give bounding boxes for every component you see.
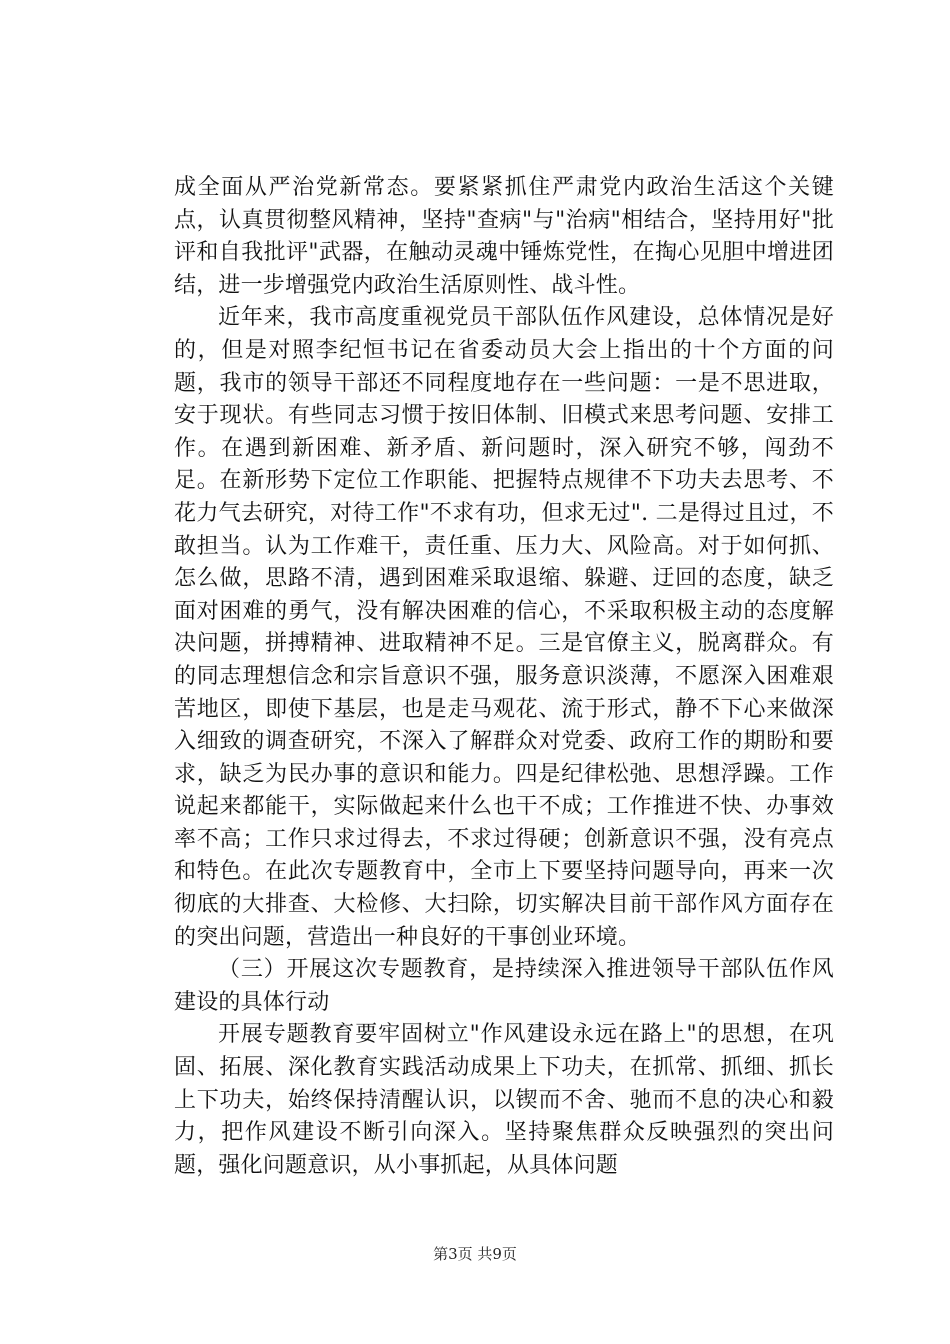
paragraph-continuation: 成全面从严治党新常态。要紧紧抓住严肃党内政治生活这个关键点，认真贯彻整风精神，坚持"查病"与"治病"相结合，坚持用好"批评和自我批评"武器，在触动灵魂中锤炼党性，在掏心见胆中增进团结，进一步增强党内政治生活原则性、战斗性。	[174, 175, 834, 298]
page-footer: 第3页 共9页	[433, 1245, 517, 1263]
document-body	[174, 172, 834, 1182]
section-heading-three: （三）开展这次专题教育，是持续深入推进领导干部队伍作风建设的具体行动	[174, 957, 834, 1015]
paragraph-work-style-problems: 近年来，我市高度重视党员干部队伍作风建设，总体情况是好的，但是对照李纪恒书记在省委动员大会上指出的十个方面的问题，我市的领导干部还不同程度地存在一些问题：一是不思进取，安于现状。有些同志习惯于按旧体制、旧模式来思考问题、安排工作。在遇到新困难、新矛盾、新问题时，深入研究不够，闯劲不足。在新形势下定位工作职能、把握特点规律不下功夫去思考、不花力气去研究，对待工作"不求有功，但求无过". 二是得过且过，不敢担当。认为工作难干，责任重、压力大、风险高。对于如何抓、怎么做，思路不清，遇到困难采取退缩、躲避、迂回的态度，缺乏面对困难的勇气，没有解决困难的信心，不采取积极主动的态度解决问题，拼搏精神、进取精神不足。三是官僚主义，脱离群众。有的同志理想信念和宗旨意识不强，服务意识淡薄，不愿深入困难艰苦地区，即使下基层，也是走马观花、流于形式，静不下心来做深入细致的调查研究，不深入了解群众对党委、政府工作的期盼和要求，缺乏为民办事的意识和能力。四是纪律松弛、思想浮躁。工作说起来都能干，实际做起来什么也干不成；工作推进不快、办事效率不高；工作只求过得去，不求过得硬；创新意识不强，没有亮点和特色。在此次专题教育中，全市上下要坚持问题导向，再来一次彻底的大排查、大检修、大扫除，切实解决目前干部作风方面存在的突出问题，营造出一种良好的干事创业环境。	[174, 305, 834, 950]
paragraph-special-education: 开展专题教育要牢固树立"作风建设永远在路上"的思想，在巩固、拓展、深化教育实践活动成果上下功夫，在抓常、抓细、抓长上下功夫，始终保持清醒认识，以锲而不舍、驰而不息的决心和毅力，把作风建设不断引向深入。坚持聚焦群众反映强烈的突出问题，强化问题意识，从小事抓起，从具体问题	[174, 1022, 834, 1178]
